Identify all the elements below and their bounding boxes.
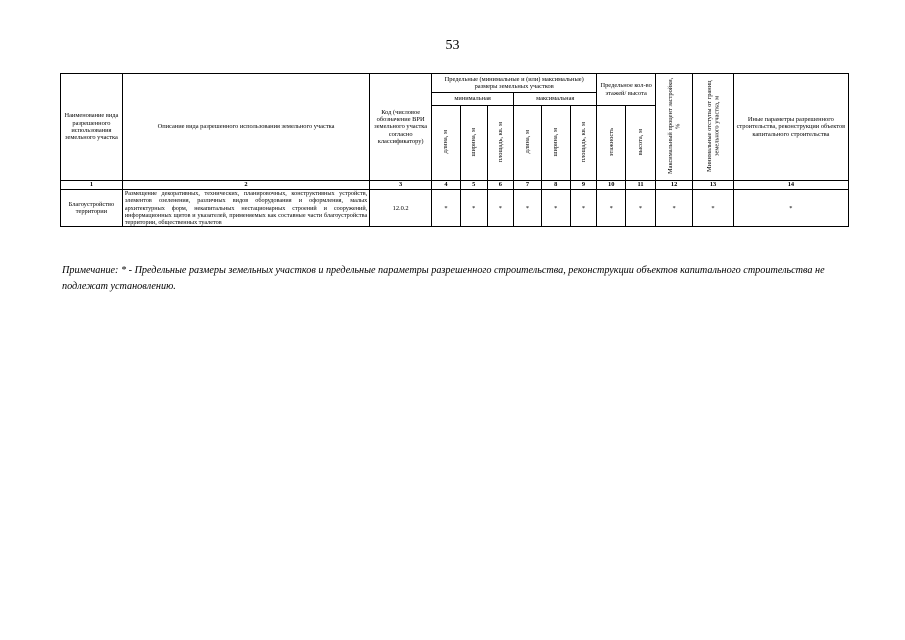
table-row — [61, 190, 849, 227]
column-number: 8 — [541, 181, 570, 190]
column-number: 3 — [370, 181, 432, 190]
row-value: * — [626, 190, 656, 227]
column-number: 7 — [514, 181, 542, 190]
row-value: * — [570, 190, 597, 227]
header-min-length-text: длина, м — [442, 130, 450, 154]
header-min-area — [487, 106, 514, 181]
header-height — [626, 106, 656, 181]
row-value: * — [460, 190, 487, 227]
column-number: 14 — [733, 181, 848, 190]
header-min-setback-text: Минимальные отступы от границ земельного участка, м — [705, 80, 721, 172]
row-value: * — [514, 190, 542, 227]
header-floors-group: Предельное кол-во этажей/ высота — [597, 74, 656, 106]
header-other-params: Иные параметры разрешенного строительства, реконструкции объектов капитального строительства — [733, 74, 848, 181]
row-value: * — [693, 190, 734, 227]
header-min-width — [460, 106, 487, 181]
column-number: 1 — [61, 181, 123, 190]
header-min-width-text: ширина, м — [470, 127, 478, 157]
row-value: * — [655, 190, 692, 227]
row-description: Размещение декоративных, технических, планировочных, конструктивных устройств, элементов озеленения, различных видов оборудования и оформления, малых архитектурных форм, некапитальных нестационарных строений и сооружений, информационных щитов и указателей, применяемых как составные части благоустройства территории, общественных туалетов — [122, 190, 369, 227]
header-floors — [597, 106, 626, 181]
header-code: Код (числовое обозначение ВРИ земельного участка согласно классификатору) — [370, 74, 432, 181]
header-name: Наименование вида разрешенного использования земельного участка — [61, 74, 123, 181]
land-use-table — [60, 73, 849, 227]
column-number: 13 — [693, 181, 734, 190]
column-number-row — [61, 181, 849, 190]
column-number: 11 — [626, 181, 656, 190]
header-max-coverage — [655, 74, 692, 181]
header-min-length — [432, 106, 461, 181]
header-height-text: высота, м — [636, 128, 644, 155]
row-name: Благоустройство территории — [61, 190, 123, 227]
column-number: 5 — [460, 181, 487, 190]
column-number: 10 — [597, 181, 626, 190]
header-max-width — [541, 106, 570, 181]
header-max-area — [570, 106, 597, 181]
header-limit-sizes: Предельные (минимальные и (или) максимальные) размеры земельных участков — [432, 74, 597, 93]
header-max-area-text: площадь, кв. м — [579, 121, 587, 162]
column-number: 4 — [432, 181, 461, 190]
row-value: * — [487, 190, 514, 227]
row-value: * — [432, 190, 461, 227]
row-code: 12.0.2 — [370, 190, 432, 227]
footnote: Примечание: * - Предельные размеры земельных участков и предельные параметры разрешенного строительства, реконструкции объектов капитального строительства не подлежат установлению. — [62, 265, 825, 292]
header-max-length — [514, 106, 542, 181]
header-max-length-text: длина, м — [523, 130, 531, 154]
row-value: * — [541, 190, 570, 227]
header-max-width-text: ширина, м — [552, 127, 560, 157]
row-value: * — [733, 190, 848, 227]
column-number: 12 — [655, 181, 692, 190]
header-min-area-text: площадь, кв. м — [496, 121, 504, 162]
column-number: 9 — [570, 181, 597, 190]
header-floors-text: этажность — [607, 127, 615, 156]
header-min-setback — [693, 74, 734, 181]
header-minimal: минимальная — [432, 93, 514, 106]
column-number: 2 — [122, 181, 369, 190]
page-number: 53 — [445, 38, 460, 53]
header-max-coverage-text: Максимальный процент застройки, % — [666, 77, 682, 175]
header-maximal: максимальная — [514, 93, 597, 106]
row-value: * — [597, 190, 626, 227]
column-number: 6 — [487, 181, 514, 190]
header-description: Описание вида разрешенного использования земельного участка — [122, 74, 369, 181]
